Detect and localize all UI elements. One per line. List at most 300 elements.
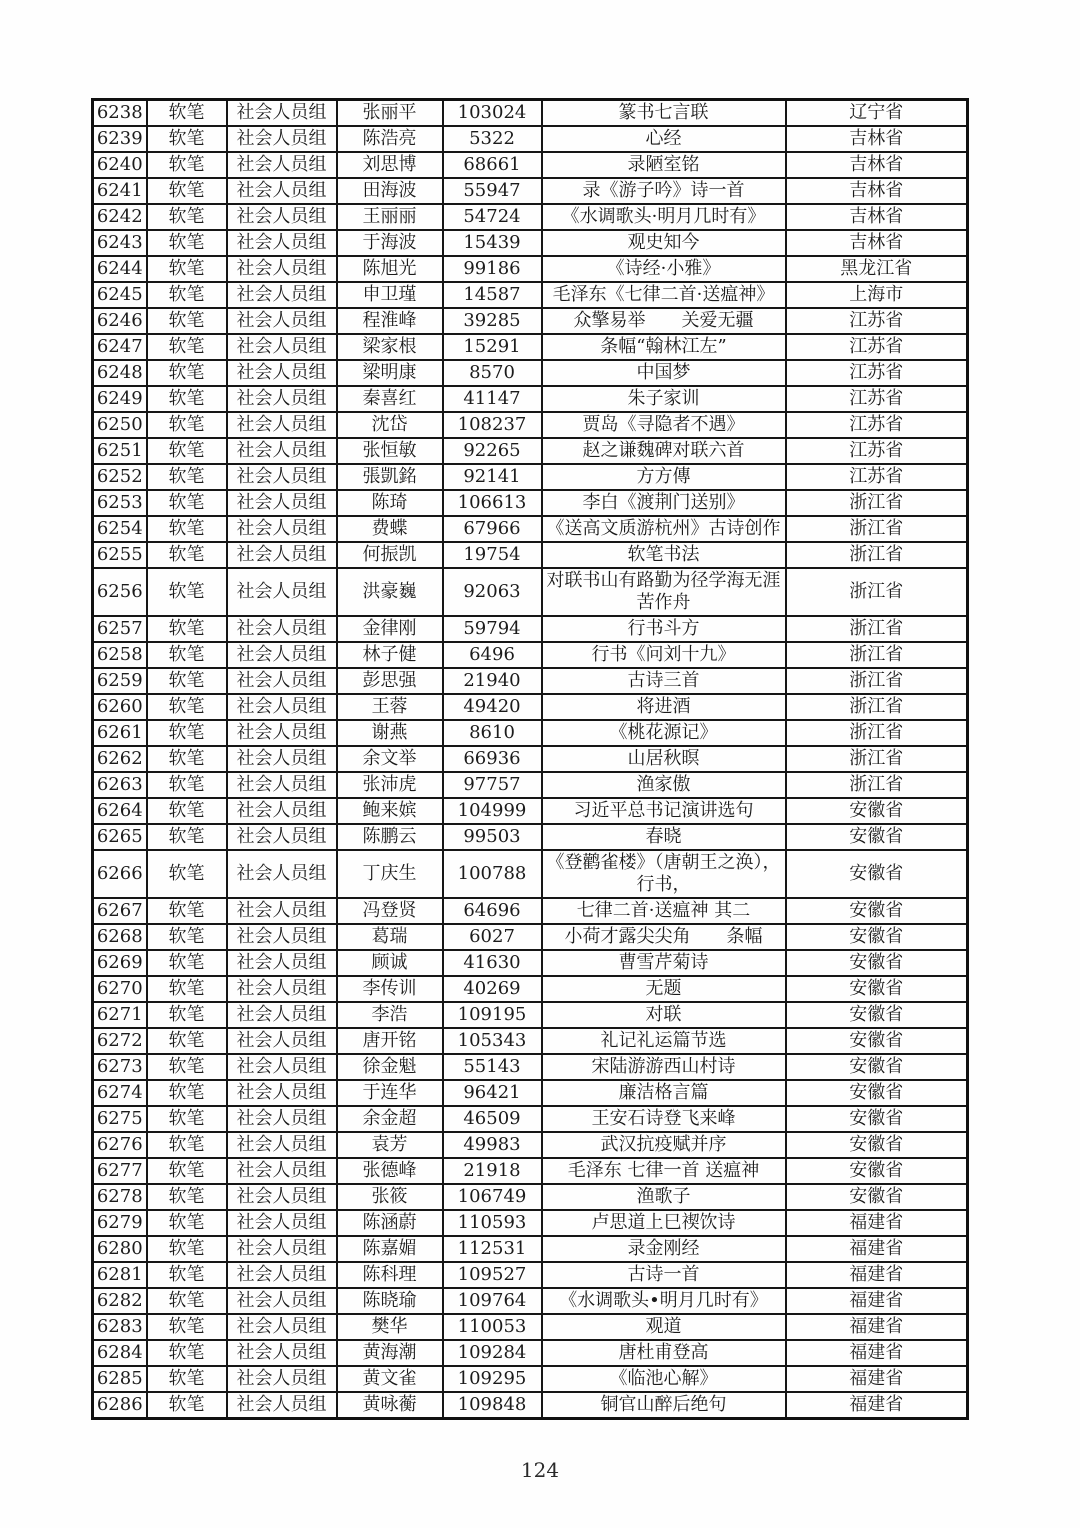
table-row (93, 1262, 968, 1288)
name-cell: 黄咏蘅 (337, 1392, 443, 1419)
table-row (93, 668, 968, 694)
entry-no-cell: 112531 (443, 1236, 542, 1262)
pen-type-cell: 软笔 (147, 1314, 227, 1340)
entry-no-cell: 99503 (443, 824, 542, 850)
entry-id-cell: 6262 (93, 746, 147, 772)
entry-id-cell: 6252 (93, 464, 147, 490)
pen-type-cell: 软笔 (147, 542, 227, 568)
entry-no-cell: 109527 (443, 1262, 542, 1288)
group-cell: 社会人员组 (227, 1106, 337, 1132)
table-row (93, 1054, 968, 1080)
table-row (93, 898, 968, 924)
name-cell: 沈岱 (337, 412, 443, 438)
entry-no-cell: 110593 (443, 1210, 542, 1236)
group-cell: 社会人员组 (227, 490, 337, 516)
pen-type-cell: 软笔 (147, 1210, 227, 1236)
pen-type-cell: 软笔 (147, 950, 227, 976)
group-cell: 社会人员组 (227, 1314, 337, 1340)
group-cell: 社会人员组 (227, 1262, 337, 1288)
pen-type-cell: 软笔 (147, 152, 227, 178)
entry-id-cell: 6267 (93, 898, 147, 924)
work-title-cell: 渔家傲 (542, 772, 786, 798)
entry-no-cell: 21918 (443, 1158, 542, 1184)
name-cell: 于连华 (337, 1080, 443, 1106)
name-cell: 陈浩亮 (337, 126, 443, 152)
group-cell: 社会人员组 (227, 976, 337, 1002)
province-cell: 安徽省 (786, 1028, 968, 1054)
pen-type-cell: 软笔 (147, 464, 227, 490)
work-title-cell: 《临池心解》 (542, 1366, 786, 1392)
entry-id-cell: 6245 (93, 282, 147, 308)
group-cell: 社会人员组 (227, 1288, 337, 1314)
province-cell: 安徽省 (786, 824, 968, 850)
table-row (93, 1132, 968, 1158)
entry-id-cell: 6249 (93, 386, 147, 412)
name-cell: 黄海潮 (337, 1340, 443, 1366)
work-title-cell: 七律二首·送瘟神 其二 (542, 898, 786, 924)
name-cell: 張凱銘 (337, 464, 443, 490)
pen-type-cell: 软笔 (147, 334, 227, 360)
name-cell: 申卫瑾 (337, 282, 443, 308)
entry-no-cell: 109195 (443, 1002, 542, 1028)
group-cell: 社会人员组 (227, 694, 337, 720)
name-cell: 张丽平 (337, 100, 443, 127)
work-title-cell: 观史知今 (542, 230, 786, 256)
table-row (93, 924, 968, 950)
table-row (93, 772, 968, 798)
province-cell: 安徽省 (786, 1054, 968, 1080)
table-row (93, 1210, 968, 1236)
pen-type-cell: 软笔 (147, 1158, 227, 1184)
entry-no-cell: 66936 (443, 746, 542, 772)
name-cell: 秦喜红 (337, 386, 443, 412)
entry-no-cell: 109764 (443, 1288, 542, 1314)
work-title-cell: 《登鹳雀楼》（唐朝王之涣），行书， (542, 850, 786, 898)
group-cell: 社会人员组 (227, 824, 337, 850)
group-cell: 社会人员组 (227, 230, 337, 256)
group-cell: 社会人员组 (227, 1392, 337, 1419)
entry-id-cell: 6275 (93, 1106, 147, 1132)
entry-no-cell: 54724 (443, 204, 542, 230)
entry-id-cell: 6284 (93, 1340, 147, 1366)
pen-type-cell: 软笔 (147, 516, 227, 542)
pen-type-cell: 软笔 (147, 256, 227, 282)
entry-id-cell: 6254 (93, 516, 147, 542)
work-title-cell: 中国梦 (542, 360, 786, 386)
table-row (93, 642, 968, 668)
pen-type-cell: 软笔 (147, 1106, 227, 1132)
work-title-cell: 古诗三首 (542, 668, 786, 694)
entry-no-cell: 6496 (443, 642, 542, 668)
group-cell: 社会人员组 (227, 798, 337, 824)
table-row (93, 1366, 968, 1392)
name-cell: 陈嘉媚 (337, 1236, 443, 1262)
name-cell: 何振凯 (337, 542, 443, 568)
pen-type-cell: 软笔 (147, 1340, 227, 1366)
entry-no-cell: 104999 (443, 798, 542, 824)
name-cell: 丁庆生 (337, 850, 443, 898)
name-cell: 唐开铭 (337, 1028, 443, 1054)
work-title-cell: 春晓 (542, 824, 786, 850)
province-cell: 江苏省 (786, 438, 968, 464)
province-cell: 浙江省 (786, 542, 968, 568)
table-row (93, 850, 968, 898)
table-row (93, 950, 968, 976)
entry-id-cell: 6268 (93, 924, 147, 950)
group-cell: 社会人员组 (227, 1210, 337, 1236)
work-title-cell: 王安石诗登飞来峰 (542, 1106, 786, 1132)
work-title-cell: 《水调歌头•明月几时有》 (542, 1288, 786, 1314)
table-row (93, 490, 968, 516)
province-cell: 江苏省 (786, 464, 968, 490)
entry-no-cell: 108237 (443, 412, 542, 438)
province-cell: 安徽省 (786, 1158, 968, 1184)
pen-type-cell: 软笔 (147, 898, 227, 924)
entry-id-cell: 6285 (93, 1366, 147, 1392)
entry-no-cell: 8610 (443, 720, 542, 746)
work-title-cell: 毛泽东《七律二首·送瘟神》 (542, 282, 786, 308)
province-cell: 吉林省 (786, 126, 968, 152)
entry-id-cell: 6277 (93, 1158, 147, 1184)
table-row (93, 412, 968, 438)
group-cell: 社会人员组 (227, 1132, 337, 1158)
pen-type-cell: 软笔 (147, 798, 227, 824)
name-cell: 徐金魁 (337, 1054, 443, 1080)
table-row (93, 1340, 968, 1366)
group-cell: 社会人员组 (227, 1002, 337, 1028)
province-cell: 吉林省 (786, 204, 968, 230)
name-cell: 谢燕 (337, 720, 443, 746)
entry-id-cell: 6242 (93, 204, 147, 230)
name-cell: 刘思博 (337, 152, 443, 178)
group-cell: 社会人员组 (227, 412, 337, 438)
entry-no-cell: 92265 (443, 438, 542, 464)
province-cell: 浙江省 (786, 642, 968, 668)
entry-id-cell: 6280 (93, 1236, 147, 1262)
pen-type-cell: 软笔 (147, 1392, 227, 1419)
province-cell: 福建省 (786, 1314, 968, 1340)
province-cell: 辽宁省 (786, 100, 968, 127)
table-row (93, 230, 968, 256)
province-cell: 江苏省 (786, 308, 968, 334)
name-cell: 王丽丽 (337, 204, 443, 230)
table-row (93, 798, 968, 824)
name-cell: 冯登贤 (337, 898, 443, 924)
name-cell: 黄文雀 (337, 1366, 443, 1392)
group-cell: 社会人员组 (227, 282, 337, 308)
entry-id-cell: 6240 (93, 152, 147, 178)
pen-type-cell: 软笔 (147, 1132, 227, 1158)
province-cell: 上海市 (786, 282, 968, 308)
work-title-cell: 礼记礼运篇节选 (542, 1028, 786, 1054)
name-cell: 梁家根 (337, 334, 443, 360)
table-row (93, 516, 968, 542)
pen-type-cell: 软笔 (147, 1236, 227, 1262)
entry-no-cell: 14587 (443, 282, 542, 308)
entry-id-cell: 6246 (93, 308, 147, 334)
name-cell: 张德峰 (337, 1158, 443, 1184)
entry-no-cell: 96421 (443, 1080, 542, 1106)
name-cell: 顾诚 (337, 950, 443, 976)
group-cell: 社会人员组 (227, 360, 337, 386)
province-cell: 江苏省 (786, 360, 968, 386)
work-title-cell: 宋陆游游西山村诗 (542, 1054, 786, 1080)
province-cell: 福建省 (786, 1210, 968, 1236)
entry-no-cell: 106749 (443, 1184, 542, 1210)
work-title-cell: 李白《渡荆门送别》 (542, 490, 786, 516)
entry-id-cell: 6276 (93, 1132, 147, 1158)
table-row (93, 152, 968, 178)
work-title-cell: 对联书山有路勤为径学海无涯苦作舟 (542, 568, 786, 616)
group-cell: 社会人员组 (227, 1366, 337, 1392)
province-cell: 福建省 (786, 1392, 968, 1419)
province-cell: 浙江省 (786, 746, 968, 772)
entry-no-cell: 106613 (443, 490, 542, 516)
name-cell: 费蝶 (337, 516, 443, 542)
pen-type-cell: 软笔 (147, 490, 227, 516)
entry-id-cell: 6263 (93, 772, 147, 798)
entry-no-cell: 92141 (443, 464, 542, 490)
province-cell: 江苏省 (786, 412, 968, 438)
table-row (93, 720, 968, 746)
pen-type-cell: 软笔 (147, 976, 227, 1002)
entry-no-cell: 6027 (443, 924, 542, 950)
entry-id-cell: 6247 (93, 334, 147, 360)
group-cell: 社会人员组 (227, 772, 337, 798)
entry-no-cell: 49983 (443, 1132, 542, 1158)
work-title-cell: 山居秋暝 (542, 746, 786, 772)
pen-type-cell: 软笔 (147, 668, 227, 694)
pen-type-cell: 软笔 (147, 924, 227, 950)
pen-type-cell: 软笔 (147, 1288, 227, 1314)
group-cell: 社会人员组 (227, 568, 337, 616)
pen-type-cell: 软笔 (147, 772, 227, 798)
table-row (93, 1106, 968, 1132)
group-cell: 社会人员组 (227, 516, 337, 542)
table-row (93, 746, 968, 772)
table-body (93, 100, 968, 1419)
entry-no-cell: 109284 (443, 1340, 542, 1366)
province-cell: 安徽省 (786, 950, 968, 976)
name-cell: 余文举 (337, 746, 443, 772)
province-cell: 吉林省 (786, 230, 968, 256)
province-cell: 安徽省 (786, 850, 968, 898)
work-title-cell: 卢思道上巳禊饮诗 (542, 1210, 786, 1236)
entry-no-cell: 109848 (443, 1392, 542, 1419)
province-cell: 福建省 (786, 1262, 968, 1288)
province-cell: 吉林省 (786, 178, 968, 204)
pen-type-cell: 软笔 (147, 386, 227, 412)
group-cell: 社会人员组 (227, 720, 337, 746)
entry-no-cell: 103024 (443, 100, 542, 127)
group-cell: 社会人员组 (227, 1158, 337, 1184)
work-title-cell: 将进酒 (542, 694, 786, 720)
province-cell: 安徽省 (786, 898, 968, 924)
work-title-cell: 曹雪芹菊诗 (542, 950, 786, 976)
table-row (93, 694, 968, 720)
table-row (93, 360, 968, 386)
pen-type-cell: 软笔 (147, 230, 227, 256)
pen-type-cell: 软笔 (147, 694, 227, 720)
table-row (93, 334, 968, 360)
work-title-cell: 录金刚经 (542, 1236, 786, 1262)
name-cell: 李传训 (337, 976, 443, 1002)
work-title-cell: 古诗一首 (542, 1262, 786, 1288)
work-title-cell: 行书《问刘十九》 (542, 642, 786, 668)
table-row (93, 308, 968, 334)
entry-no-cell: 41630 (443, 950, 542, 976)
province-cell: 浙江省 (786, 694, 968, 720)
group-cell: 社会人员组 (227, 616, 337, 642)
name-cell: 陈科理 (337, 1262, 443, 1288)
pen-type-cell: 软笔 (147, 1262, 227, 1288)
work-title-cell: 对联 (542, 1002, 786, 1028)
province-cell: 福建省 (786, 1340, 968, 1366)
name-cell: 陈涵蔚 (337, 1210, 443, 1236)
entry-no-cell: 97757 (443, 772, 542, 798)
entry-id-cell: 6241 (93, 178, 147, 204)
work-title-cell: 方方傳 (542, 464, 786, 490)
pen-type-cell: 软笔 (147, 616, 227, 642)
group-cell: 社会人员组 (227, 746, 337, 772)
entry-no-cell: 92063 (443, 568, 542, 616)
work-title-cell: 铜官山醉后绝句 (542, 1392, 786, 1419)
pen-type-cell: 软笔 (147, 1054, 227, 1080)
table-row (93, 178, 968, 204)
pen-type-cell: 软笔 (147, 824, 227, 850)
name-cell: 张沛虎 (337, 772, 443, 798)
table-row (93, 386, 968, 412)
name-cell: 林子健 (337, 642, 443, 668)
table-row (93, 568, 968, 616)
entry-id-cell: 6278 (93, 1184, 147, 1210)
entry-id-cell: 6251 (93, 438, 147, 464)
work-title-cell: 无题 (542, 976, 786, 1002)
group-cell: 社会人员组 (227, 1184, 337, 1210)
table-row (93, 1080, 968, 1106)
province-cell: 福建省 (786, 1366, 968, 1392)
entry-no-cell: 109295 (443, 1366, 542, 1392)
entry-id-cell: 6244 (93, 256, 147, 282)
table-row (93, 1158, 968, 1184)
pen-type-cell: 软笔 (147, 1184, 227, 1210)
province-cell: 安徽省 (786, 1106, 968, 1132)
province-cell: 安徽省 (786, 976, 968, 1002)
province-cell: 浙江省 (786, 720, 968, 746)
entry-id-cell: 6271 (93, 1002, 147, 1028)
entry-no-cell: 46509 (443, 1106, 542, 1132)
province-cell: 浙江省 (786, 772, 968, 798)
name-cell: 金律刚 (337, 616, 443, 642)
entry-no-cell: 105343 (443, 1028, 542, 1054)
table-row (93, 1002, 968, 1028)
name-cell: 张筱 (337, 1184, 443, 1210)
entry-no-cell: 15439 (443, 230, 542, 256)
page-number: 124 (520, 1458, 560, 1482)
work-title-cell: 软笔书法 (542, 542, 786, 568)
pen-type-cell: 软笔 (147, 642, 227, 668)
pen-type-cell: 软笔 (147, 568, 227, 616)
entry-no-cell: 67966 (443, 516, 542, 542)
table-row (93, 1288, 968, 1314)
province-cell: 江苏省 (786, 334, 968, 360)
entry-id-cell: 6256 (93, 568, 147, 616)
group-cell: 社会人员组 (227, 100, 337, 127)
work-title-cell: 条幅“翰林江左” (542, 334, 786, 360)
province-cell: 浙江省 (786, 616, 968, 642)
work-title-cell: 唐杜甫登高 (542, 1340, 786, 1366)
work-title-cell: 赵之谦魏碑对联六首 (542, 438, 786, 464)
table-row (93, 1184, 968, 1210)
work-title-cell: 《桃花源记》 (542, 720, 786, 746)
province-cell: 浙江省 (786, 668, 968, 694)
entry-id-cell: 6239 (93, 126, 147, 152)
work-title-cell: 习近平总书记演讲选句 (542, 798, 786, 824)
pen-type-cell: 软笔 (147, 1002, 227, 1028)
table-row (93, 824, 968, 850)
entry-id-cell: 6260 (93, 694, 147, 720)
entry-id-cell: 6258 (93, 642, 147, 668)
group-cell: 社会人员组 (227, 386, 337, 412)
entry-id-cell: 6283 (93, 1314, 147, 1340)
group-cell: 社会人员组 (227, 334, 337, 360)
pen-type-cell: 软笔 (147, 204, 227, 230)
province-cell: 福建省 (786, 1236, 968, 1262)
pen-type-cell: 软笔 (147, 100, 227, 127)
table-row (93, 1392, 968, 1419)
entry-id-cell: 6270 (93, 976, 147, 1002)
entry-id-cell: 6286 (93, 1392, 147, 1419)
entry-no-cell: 110053 (443, 1314, 542, 1340)
group-cell: 社会人员组 (227, 898, 337, 924)
entry-id-cell: 6250 (93, 412, 147, 438)
name-cell: 袁芳 (337, 1132, 443, 1158)
province-cell: 安徽省 (786, 1132, 968, 1158)
entry-no-cell: 55947 (443, 178, 542, 204)
table-row (93, 438, 968, 464)
work-title-cell: 贾岛《寻隐者不遇》 (542, 412, 786, 438)
work-title-cell: 《水调歌头·明月几时有》 (542, 204, 786, 230)
group-cell: 社会人员组 (227, 668, 337, 694)
entry-id-cell: 6261 (93, 720, 147, 746)
group-cell: 社会人员组 (227, 1236, 337, 1262)
entry-id-cell: 6238 (93, 100, 147, 127)
group-cell: 社会人员组 (227, 126, 337, 152)
table-row (93, 256, 968, 282)
work-title-cell: 心经 (542, 126, 786, 152)
group-cell: 社会人员组 (227, 256, 337, 282)
group-cell: 社会人员组 (227, 642, 337, 668)
entry-id-cell: 6273 (93, 1054, 147, 1080)
pen-type-cell: 软笔 (147, 850, 227, 898)
entry-no-cell: 99186 (443, 256, 542, 282)
pen-type-cell: 软笔 (147, 1080, 227, 1106)
group-cell: 社会人员组 (227, 850, 337, 898)
entry-id-cell: 6266 (93, 850, 147, 898)
entry-id-cell: 6264 (93, 798, 147, 824)
name-cell: 梁明康 (337, 360, 443, 386)
entry-id-cell: 6257 (93, 616, 147, 642)
group-cell: 社会人员组 (227, 178, 337, 204)
entry-no-cell: 19754 (443, 542, 542, 568)
entry-no-cell: 100788 (443, 850, 542, 898)
entry-id-cell: 6274 (93, 1080, 147, 1106)
group-cell: 社会人员组 (227, 438, 337, 464)
pen-type-cell: 软笔 (147, 746, 227, 772)
work-title-cell: 录《游子吟》诗一首 (542, 178, 786, 204)
province-cell: 黑龙江省 (786, 256, 968, 282)
name-cell: 田海波 (337, 178, 443, 204)
